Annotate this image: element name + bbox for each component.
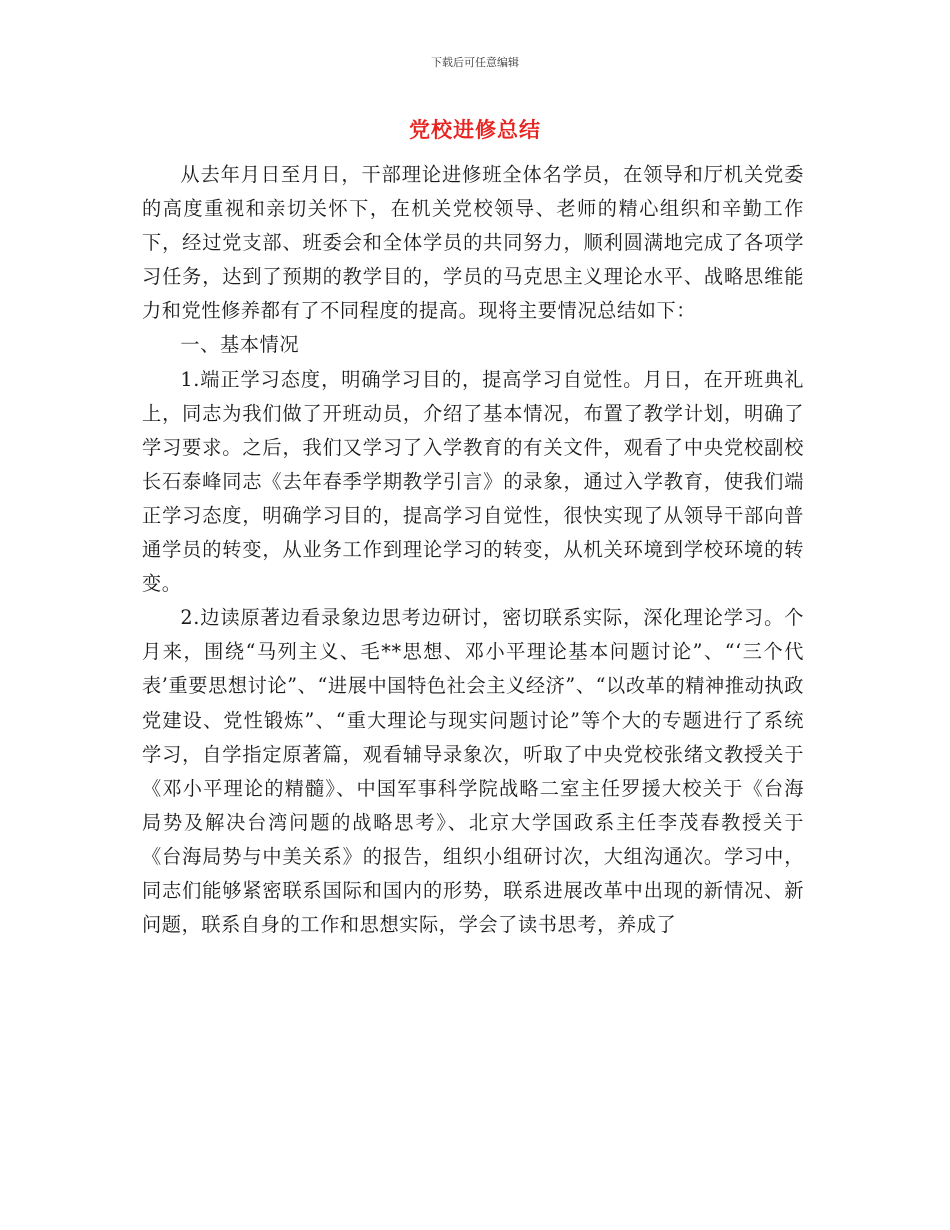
paragraph-item-1: 1.端正学习态度，明确学习目的，提高学习自觉性。月日，在开班典礼上，同志为我们做了开班动员，介绍了基本情况，布置了教学计划，明确了学习要求。之后，我们又学习了入学教育的有关文件，观看了中央党校副校长石泰峰同志《去年春季学期教学引言》的录象，通过入学教育，使我们端正学习态度，明确学习目的，提高学习自觉性，很快实现了从领导干部向普通学员的转变，从业务工作到理论学习的转变，从机关环境到学校环境的转变。 <box>142 367 804 596</box>
paragraph-item-2: 2.边读原著边看录象边思考边研讨，密切联系实际，深化理论学习。个月来，围绕“马列主义、毛**思想、邓小平理论基本问题讨论”、“‘三个代表’重要思想讨论”、“进展中国特色社会主义经济”、“以改革的精神推动执政党建设、党性锻炼”、“重大理论与现实问题讨论”等个大的专题进行了系统学习，自学指定原著篇，观看辅导录象次，听取了中央党校张绪文教授关于《邓小平理论的精髓》、中国军事科学院战略二室主任罗援大校关于《台海局势及解决台湾问题的战略思考》、北京大学国政系主任李茂春教授关于《台海局势与中美关系》的报告，组织小组研讨次，大组沟通次。学习中，同志们能够紧密联系国际和国内的形势，联系进展改革中出现的新情况、新问题，联系自身的工作和思想实际，学会了读书思考，养成了 <box>142 606 804 937</box>
document-body <box>142 158 804 942</box>
section-heading-basic-situation: 一、基本情况 <box>180 333 300 357</box>
document-title: 党校进修总结 <box>409 118 541 142</box>
paragraph-intro: 从去年月日至月日，干部理论进修班全体名学员，在领导和厅机关党委的高度重视和亲切关怀下，在机关党校领导、老师的精心组织和辛勤工作下，经过党支部、班委会和全体学员的共同努力，顺利圆满地完成了各项学习任务，达到了预期的教学目的，学员的马克思主义理论水平、战略思维能力和党性修养都有了不同程度的提高。现将主要情况总结如下： <box>142 163 804 323</box>
header-note: 下载后可任意编辑 <box>431 56 519 69</box>
